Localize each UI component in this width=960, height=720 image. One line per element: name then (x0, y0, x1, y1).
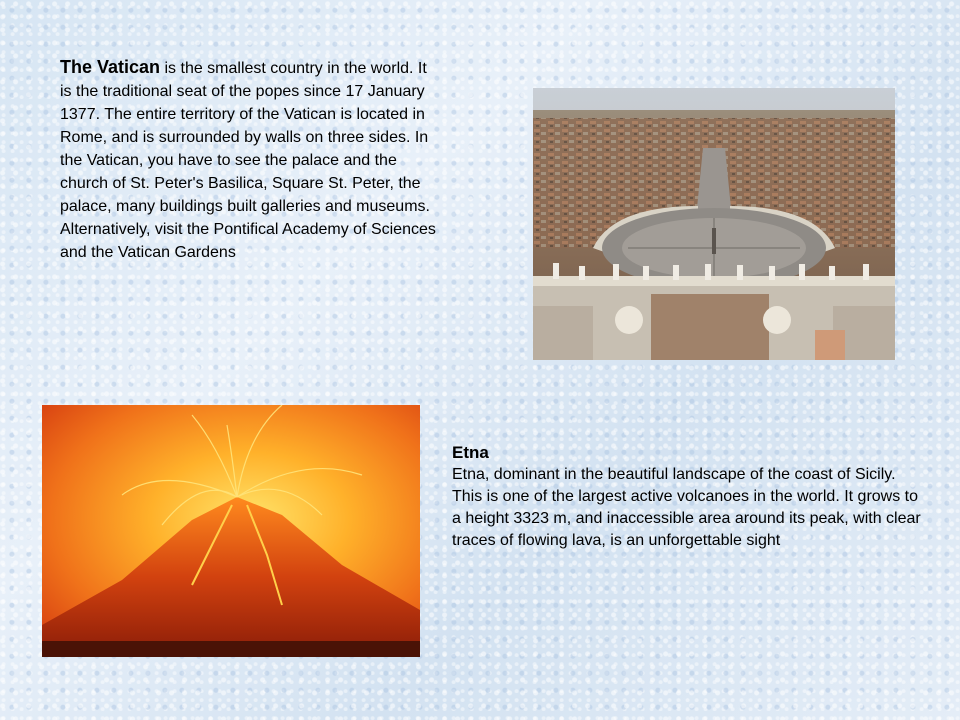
vatican-photo-graphic (533, 88, 895, 360)
etna-photo-graphic (42, 405, 420, 657)
etna-photo (42, 405, 420, 657)
vatican-title: The Vatican (60, 57, 161, 77)
etna-paragraph (452, 442, 922, 552)
etna-body: Etna, dominant in the beautiful landscape of the coast of Sicily. This is one of the largest active volcanoes in the world. It grows to a height 3323 m, and inaccessible area around its peak, with clear traces of flowing lava, is an unforgettable sight (452, 466, 921, 549)
vatican-photo (533, 88, 895, 360)
vatican-body: is the smallest country in the world. It is the traditional seat of the popes since 17 January 1377. The entire territory of the Vatican is located in Rome, and is surrounded by walls on three sides. In the Vatican, you have to see the palace and the church of St. Peter's Basilica, Square St. Peter, the palace, many buildings built galleries and museums. Alternatively, visit the Pontifical Academy of Sciences and the Vatican Gardens (60, 60, 436, 261)
vatican-paragraph (60, 56, 438, 264)
etna-title: Etna (452, 443, 489, 462)
